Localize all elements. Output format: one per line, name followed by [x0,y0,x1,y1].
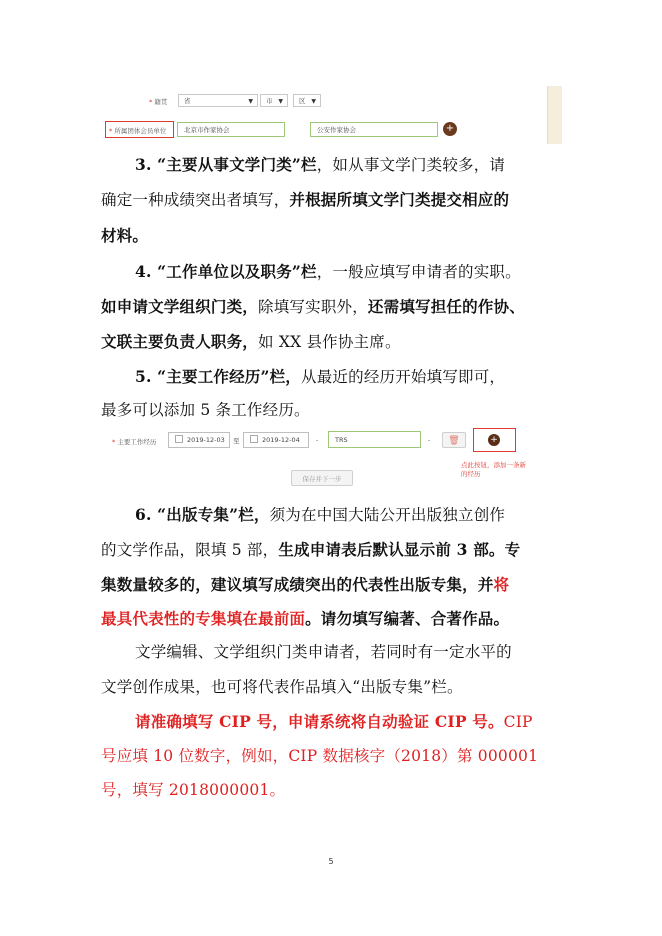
save-next-button[interactable]: 保存并下一步 [291,470,353,486]
end-date-input[interactable]: 2019-12-04 [243,432,309,448]
org-label: * 所属团体会员单位 [109,127,167,135]
org-input-2[interactable]: 公安作家协会 [310,122,438,137]
s8-line3: 号，填写 2018000001。 [101,781,286,799]
hint-text: 点此按钮，添加一条新 的经历 [461,461,526,478]
unit-input[interactable]: TRS [328,431,421,448]
separator: - [316,436,319,444]
chevron-down-icon: ▼ [311,98,316,105]
s7-line2: 文学创作成果，也可将代表作品填入“出版专集”栏。 [101,678,463,696]
s8-line2: 号应填 10 位数字，例如，CIP 数据核字（2018）第 000001 [101,747,539,765]
work-history-screenshot [100,425,562,495]
page-number: 5 [328,857,334,866]
s3-line1: 3. “主要从事文学门类”栏，如从事文学门类较多，请 [135,155,506,174]
calendar-icon [175,435,183,443]
s3-line3: 材料。 [101,226,149,245]
org-input[interactable]: 北京市作家协会 [177,122,285,137]
chevron-down-icon: ▼ [278,98,283,105]
work-history-label: * 主要工作经历 [112,438,157,446]
s3-line2: 确定一种成绩突出者填写，并根据所填文学门类提交相应的 [101,190,510,209]
s4-line2: 如申请文学组织门类，除填写实职外，还需填写担任的作协、 [101,297,525,316]
to-label: 至 [233,437,240,445]
s8-line1: 请准确填写 CIP 号，申请系统将自动验证 CIP 号。CIP [135,712,533,731]
scrollbar[interactable] [547,86,562,144]
separator: - [428,436,431,444]
district-select[interactable]: 区 ▼ [293,94,321,107]
form-screenshot-region [100,86,562,142]
s5-line1: 5. “主要工作经历”栏，从最近的经历开始填写即可， [135,367,506,386]
province-select[interactable]: 省 ▼ [178,94,258,107]
plus-circle-icon[interactable]: + [488,434,500,446]
city-select[interactable]: 市 ▼ [260,94,288,107]
s6-line4: 最具代表性的专集填在最前面。请勿填写编著、合著作品。 [101,609,510,628]
s5-line2: 最多可以添加 5 条工作经历。 [101,401,310,419]
s4-line1: 4. “工作单位以及职务”栏，一般应填写申请者的实职。 [135,262,521,281]
start-date-input[interactable]: 2019-12-03 [168,432,230,448]
s6-line1: 6. “出版专集”栏，须为在中国大陆公开出版独立创作 [135,505,506,524]
chevron-down-icon: ▼ [248,98,253,105]
trash-icon[interactable]: 🗑 [442,432,466,448]
calendar-icon [250,435,258,443]
plus-circle-icon[interactable]: + [443,122,457,136]
s6-line3: 集数量较多的，建议填写成绩突出的代表性出版专集，并将 [101,575,510,594]
s7-line1: 文学编辑、文学组织门类申请者，若同时有一定水平的 [135,643,512,661]
region-label: * 籍贯 [149,98,168,106]
s6-line2: 的文学作品，限填 5 部，生成申请表后默认显示前 3 部。专 [101,540,521,559]
s4-line3: 文联主要负责人职务，如 XX 县作协主席。 [101,332,401,351]
